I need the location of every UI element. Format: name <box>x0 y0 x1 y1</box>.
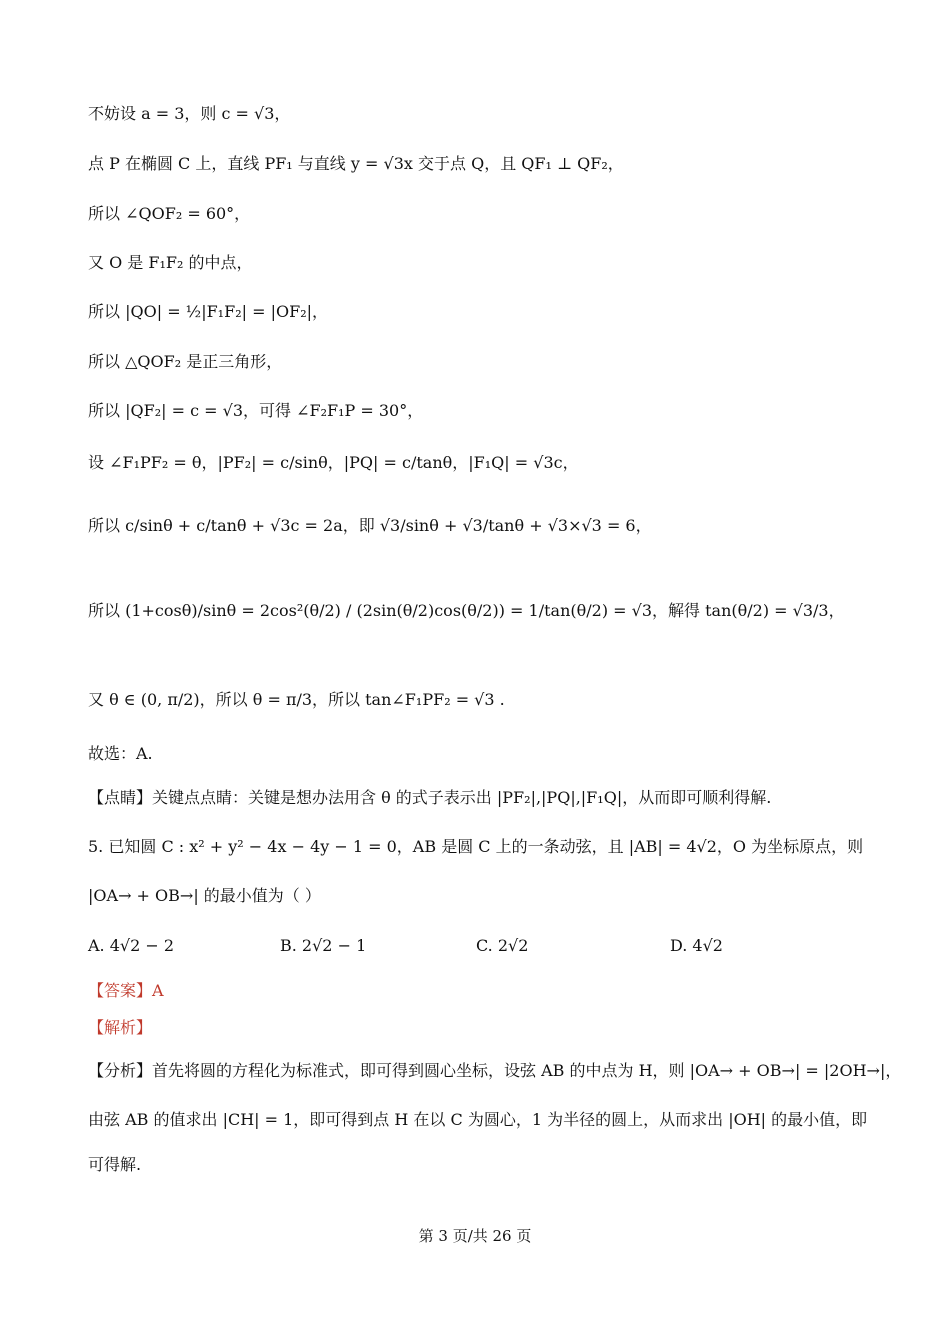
line-qo-equal: 所以 |QO| = ½|F₁F₂| = |OF₂|， <box>88 302 328 321</box>
line-key-point: 【点睛】关键点点睛：关键是想办法用含 θ 的式子表示出 |PF₂|,|PQ|,|F₁Q|，从而即可顺利得解. <box>88 788 772 807</box>
line-assume-a: 不妨设 a = 3，则 c = √3， <box>88 104 291 123</box>
line-angle-qof2: 所以 ∠QOF₂ = 60°， <box>88 204 251 223</box>
option-d: D. 4√2 <box>670 936 723 955</box>
line-equilateral: 所以 △QOF₂ 是正三角形， <box>88 352 283 371</box>
line-choice: 故选：A. <box>88 744 153 763</box>
line-set-theta: 设 ∠F₁PF₂ = θ，|PF₂| = c/sinθ，|PQ| = c/tanθ，|F₁Q| = √3c， <box>88 453 579 472</box>
line-tan-half: 所以 (1+cosθ)/sinθ = 2cos²(θ/2) / (2sin(θ/2)cos(θ/2)) = 1/tan(θ/2) = √3，解得 tan(θ/2) = √3/3， <box>88 601 845 620</box>
line-point-p: 点 P 在椭圆 C 上，直线 PF₁ 与直线 y = √3x 交于点 Q，且 QF₁ ⊥ QF₂， <box>88 154 624 173</box>
question-5-stem: 5. 已知圆 C : x² + y² − 4x − 4y − 1 = 0，AB 是圆 C 上的一条动弦，且 |AB| = 4√2，O 为坐标原点，则 <box>88 837 864 856</box>
line-analysis-1: 【分析】首先将圆的方程化为标准式，即可得到圆心坐标，设弦 AB 的中点为 H，则 |OA→ + OB→| = |2OH→|， <box>88 1061 902 1080</box>
answer-label: 【答案】A <box>88 981 164 1000</box>
page-footer: 第 3 页/共 26 页 <box>418 1227 532 1245</box>
option-a: A. 4√2 − 2 <box>88 936 175 955</box>
option-c: C. 2√2 <box>476 936 529 955</box>
line-qf2: 所以 |QF₂| = c = √3，可得 ∠F₂F₁P = 30°， <box>88 401 424 420</box>
question-5-stem-cont: |OA→ + OB→| 的最小值为（ ） <box>88 886 321 905</box>
line-midpoint: 又 O 是 F₁F₂ 的中点， <box>88 253 253 272</box>
line-theta-value: 又 θ ∈ (0, π/2)，所以 θ = π/3，所以 tan∠F₁PF₂ = √3 . <box>88 690 505 709</box>
line-analysis-3: 可得解. <box>88 1155 142 1174</box>
line-sum-equation: 所以 c/sinθ + c/tanθ + √3c = 2a，即 √3/sinθ + √3/tanθ + √3×√3 = 6， <box>88 516 652 535</box>
line-analysis-2: 由弦 AB 的值求出 |CH| = 1，即可得到点 H 在以 C 为圆心，1 为半径的圆上，从而求出 |OH| 的最小值，即 <box>88 1110 868 1129</box>
option-b: B. 2√2 − 1 <box>280 936 367 955</box>
analysis-label: 【解析】 <box>88 1018 153 1037</box>
